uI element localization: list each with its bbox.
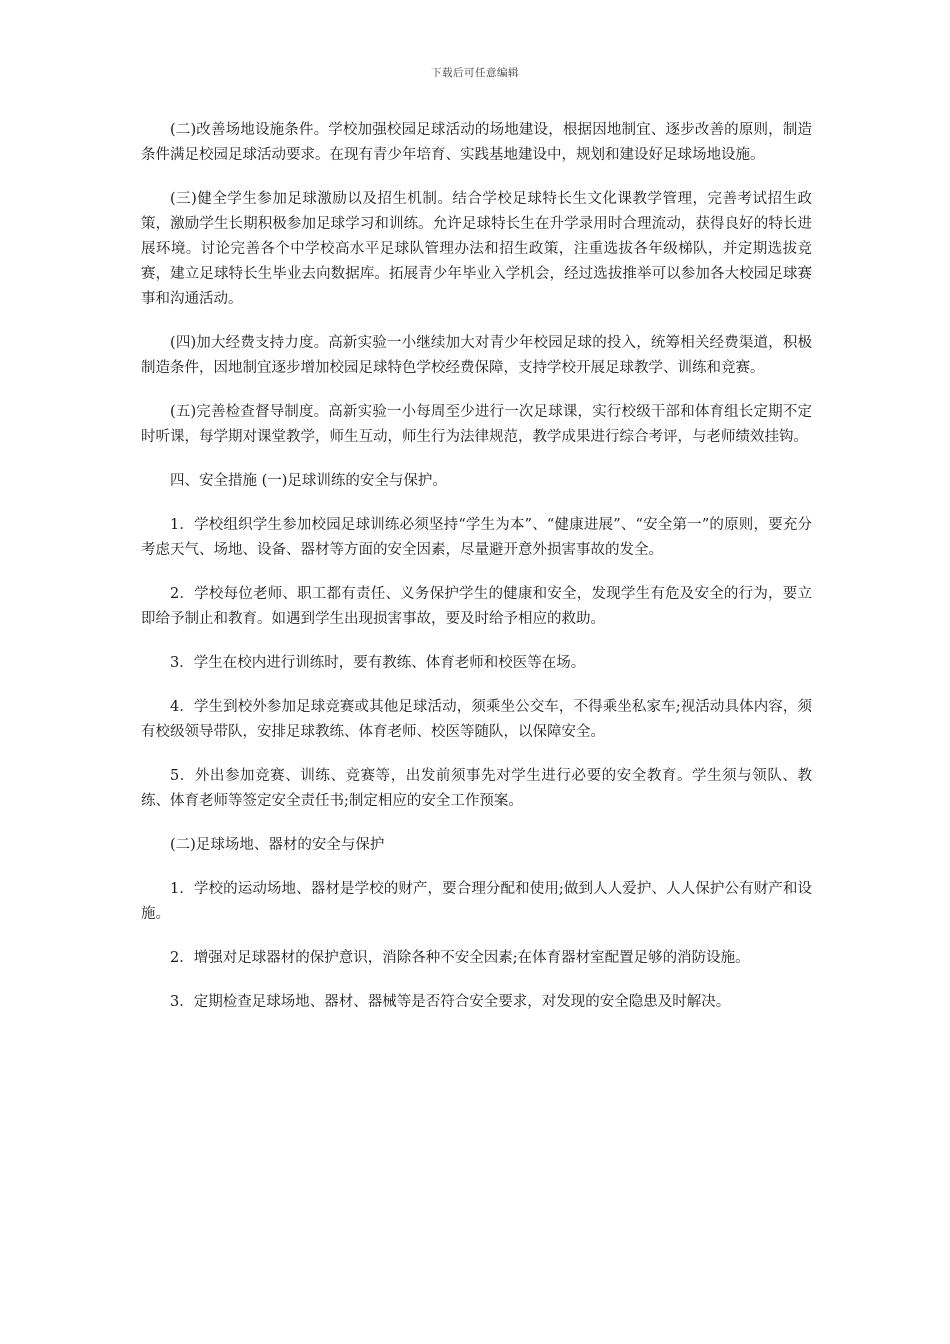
list-item: 2．增强对足球器材的保护意识，消除各种不安全因素;在体育器材室配置足够的消防设施。 (170, 950, 750, 966)
page-header: 下载后可任意编辑 (431, 67, 519, 79)
paragraph-venue-facilities: (二)改善场地设施条件。学校加强校园足球活动的场地建设，根据因地制宜、逐步改善的原则，制造条件满足校园足球活动要求。在现有青少年培育、实践基地建设中，规划和建设好足球场地设施。 (141, 122, 812, 163)
paragraph-funding-support: (四)加大经费支持力度。高新实验一小继续加大对青少年校园足球的投入，统筹相关经费渠道，积极制造条件，因地制宜逐步增加校园足球特色学校经费保障，支持学校开展足球教学、训练和竞赛。 (141, 335, 812, 376)
document-body (141, 118, 812, 1034)
list-item: 3．定期检查足球场地、器材、器械等是否符合安全要求，对发现的安全隐患及时解决。 (170, 994, 731, 1010)
list-item: 5．外出参加竞赛、训练、竞赛等，出发前须事先对学生进行必要的安全教育。学生须与领队、教练、体育老师等签定安全责任书;制定相应的安全工作预案。 (141, 768, 812, 809)
paragraph-inspection-supervision: (五)完善检查督导制度。高新实验一小每周至少进行一次足球课，实行校级干部和体育组长定期不定时听课，每学期对课堂教学，师生互动，师生行为法律规范，教学成果进行综合考评，与老师绩效挂钩。 (141, 404, 812, 445)
section-heading-safety: 四、安全措施 (一)足球训练的安全与保护。 (170, 473, 447, 489)
list-item: 1．学校的运动场地、器材是学校的财产，要合理分配和使用;做到人人爱护、人人保护公有财产和设施。 (141, 881, 812, 922)
list-item: 1．学校组织学生参加校园足球训练必须坚持“学生为本”、“健康进展”、“安全第一”的原则，要充分考虑天气、场地、设备、器材等方面的安全因素，尽量避开意外损害事故的发全。 (141, 517, 812, 558)
paragraph-incentive-enrollment: (三)健全学生参加足球激励以及招生机制。结合学校足球特长生文化课教学管理，完善考试招生政策，激励学生长期积极参加足球学习和训练。允许足球特长生在升学录用时合理流动，获得良好的特长进展环境。讨论完善各个中学校高水平足球队管理办法和招生政策，注重选拔各年级梯队，并定期选拔竞赛，建立足球特长生毕业去向数据库。拓展青少年毕业入学机会，经过选拔推举可以参加各大校园足球赛事和沟通活动。 (141, 191, 812, 307)
list-item: 3．学生在校内进行训练时，要有教练、体育老师和校医等在场。 (170, 655, 586, 671)
list-item: 4．学生到校外参加足球竞赛或其他足球活动，须乘坐公交车，不得乘坐私家车;视活动具体内容，须有校级领导带队，安排足球教练、体育老师、校医等随队，以保障安全。 (141, 699, 812, 740)
list-item: 2．学校每位老师、职工都有责任、义务保护学生的健康和安全，发现学生有危及安全的行为，要立即给予制止和教育。如遇到学生出现损害事故，要及时给予相应的救助。 (141, 586, 812, 627)
subsection-heading-venue-equipment: (二)足球场地、器材的安全与保护 (170, 837, 385, 853)
